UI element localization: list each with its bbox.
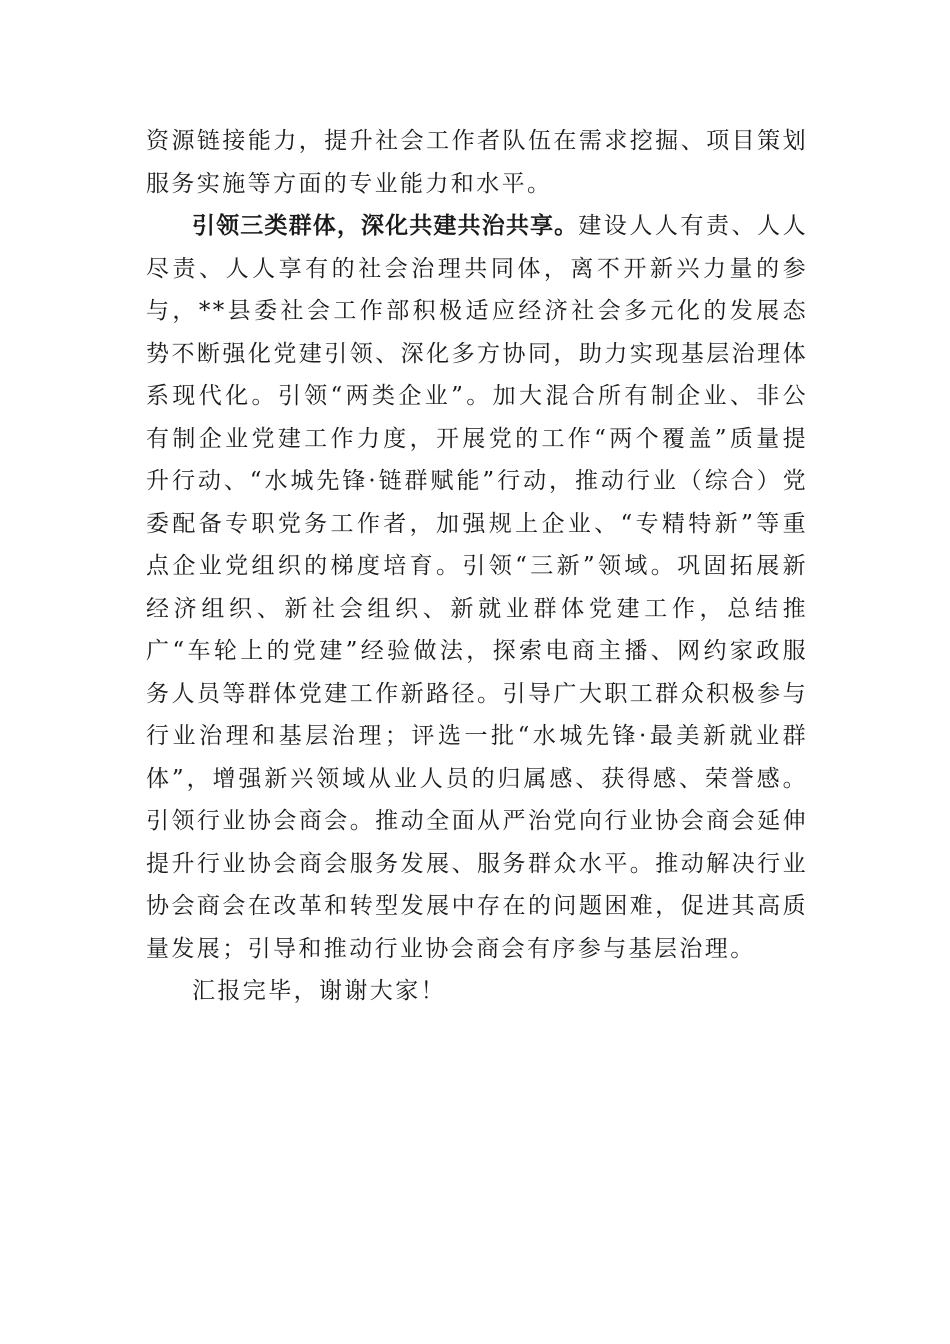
paragraph-text: 建设人人有责、人人尽责、人人享有的社会治理共同体，离不开新兴力量的参与，**县委社会工作部积极适应经济社会多元化的发展态势不断强化党建引领、深化多方协同，助力实现基层治理体系现代化。引领“两类企业”。加大混合所有制企业、非公有制企业党建工作力度，开展党的工作“两个覆盖”质量提升行动、“水城先锋·链群赋能”行动，推动行业（综合）党委配备专职党务工作者，加强规上企业、“专精特新”等重点企业党组织的梯度培育。引领“三新”领域。巩固拓展新经济组织、新社会组织、新就业群体党建工作，总结推广“车轮上的党建”经验做法，探索电商主播、网约家政服务人员等群体党建工作新路径。引导广大职工群众积极参与行业治理和基层治理；评选一批“水城先锋·最美新就业群体”，增强新兴领域从业人员的归属感、获得感、荣誉感。引领行业协会商会。推动全面从严治党向行业协会商会延伸提升行业协会商会服务发展、服务群众水平。推动解决行业协会商会在改革和转型发展中存在的问题困难，促进其高质量发展；引导和推动行业协会商会有序参与基层治理。 [146, 213, 808, 962]
paragraph-text: 资源链接能力，提升社会工作者队伍在需求挖掘、项目策划服务实施等方面的专业能力和水平。 [146, 128, 808, 197]
paragraph-closing [146, 970, 808, 1013]
paragraph-continuation [146, 120, 808, 205]
document-body [146, 120, 808, 1013]
paragraph-three-groups [146, 205, 808, 970]
paragraph-text: 汇报完毕，谢谢大家！ [192, 978, 446, 1004]
paragraph-bold-lead: 引领三类群体，深化共建共治共享。 [192, 213, 579, 239]
